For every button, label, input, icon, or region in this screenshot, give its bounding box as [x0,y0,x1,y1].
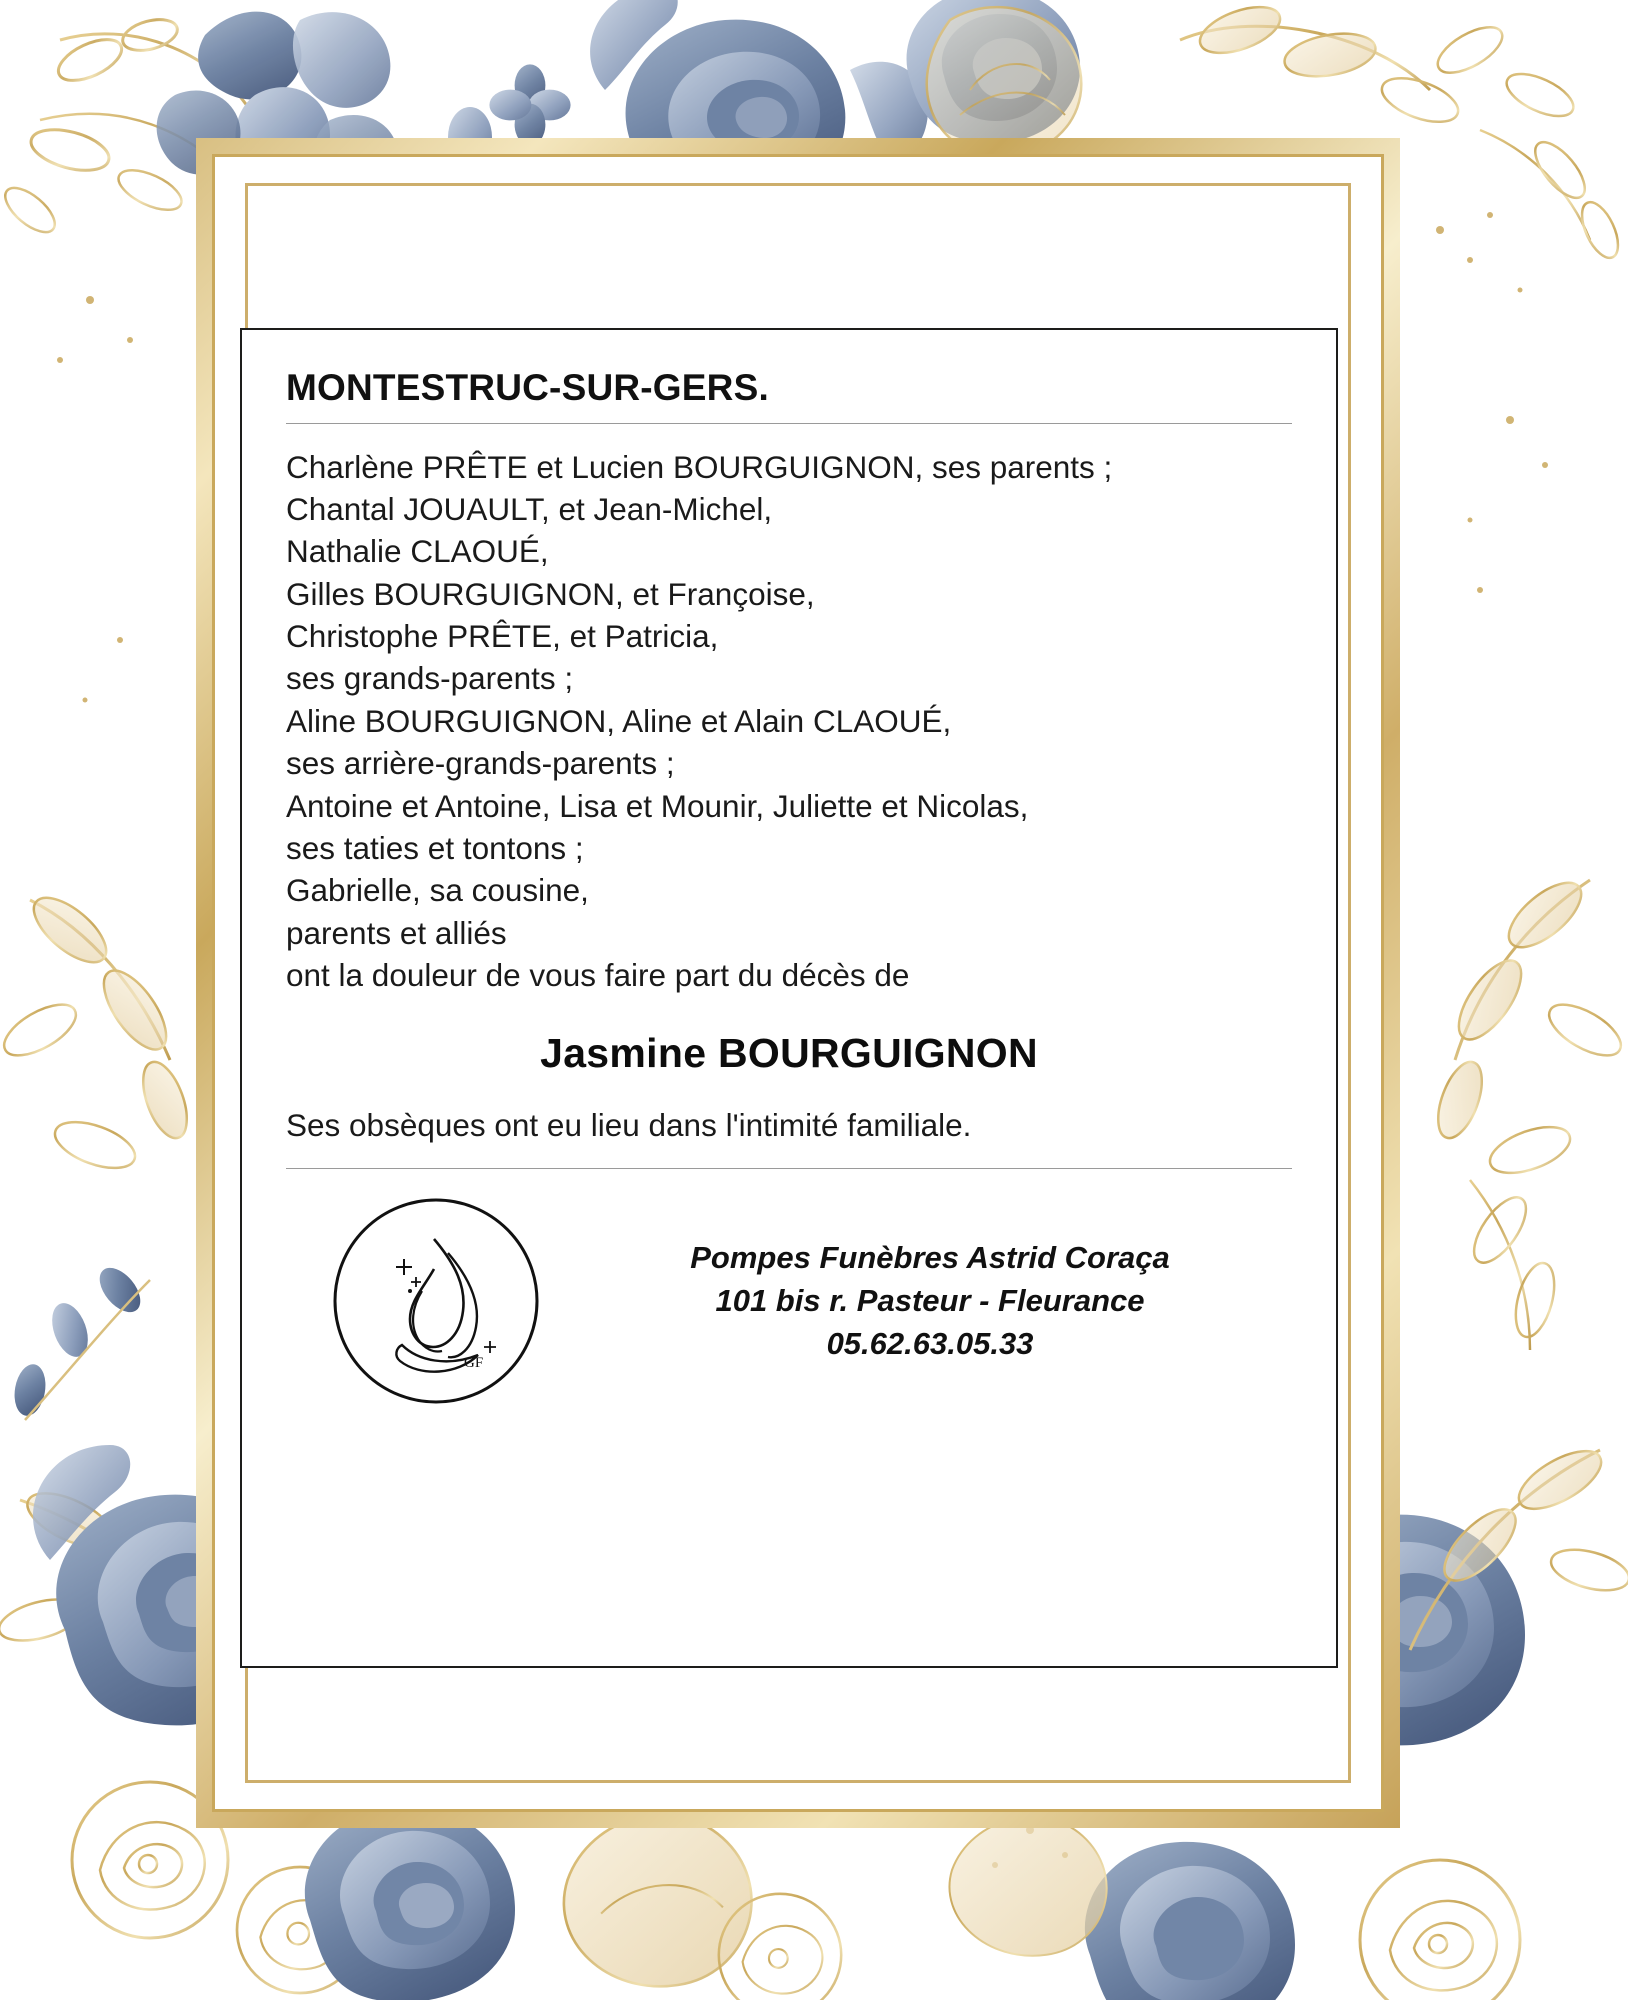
city-title: MONTESTRUC-SUR-GERS. [286,367,769,408]
footer-row [286,1195,1292,1407]
deceased-name: Jasmine BOURGUIGNON [540,1030,1038,1077]
funeral-home-name: Pompes Funèbres Astrid Coraça [690,1240,1170,1276]
funeral-home-phone: 05.62.63.05.33 [826,1325,1034,1361]
funeral-home-address: 101 bis r. Pasteur - Fleurance [715,1282,1145,1318]
family-line: Gabrielle, sa cousine, [286,872,589,909]
title-divider [286,423,1292,424]
family-line: Gilles BOURGUIGNON, et Françoise, [286,575,815,612]
family-line: ont la douleur de vous faire part du décès de [286,957,910,993]
family-line: Nathalie CLAOUÉ, [286,533,549,570]
family-line: Charlène PRÊTE et Lucien BOURGUIGNON, ses parents ; [286,448,1113,485]
family-line: ses arrière-grands-parents ; [286,745,675,782]
funeral-statement: Ses obsèques ont eu lieu dans l'intimité familiale. [286,1107,972,1144]
funeral-home-details [598,1237,1292,1365]
family-line: parents et alliés [286,914,507,951]
dove-flame-circle-icon [330,1195,542,1407]
family-line: ses grands-parents ; [286,660,574,697]
family-line: Aline BOURGUIGNON, Aline et Alain CLAOUÉ, [286,702,952,739]
svg-text:GF: GF [464,1355,484,1372]
death-notice-card [240,328,1338,1668]
family-members-list [286,446,1292,997]
family-line: Antoine et Antoine, Lisa et Mounir, Juliette et Nicolas, [286,787,1029,824]
footer-divider [286,1168,1292,1169]
family-line: ses taties et tontons ; [286,829,584,866]
family-line: Christophe PRÊTE, et Patricia, [286,618,719,655]
family-line: Chantal JOUAULT, et Jean-Michel, [286,491,773,528]
funeral-home-logo [330,1195,542,1407]
